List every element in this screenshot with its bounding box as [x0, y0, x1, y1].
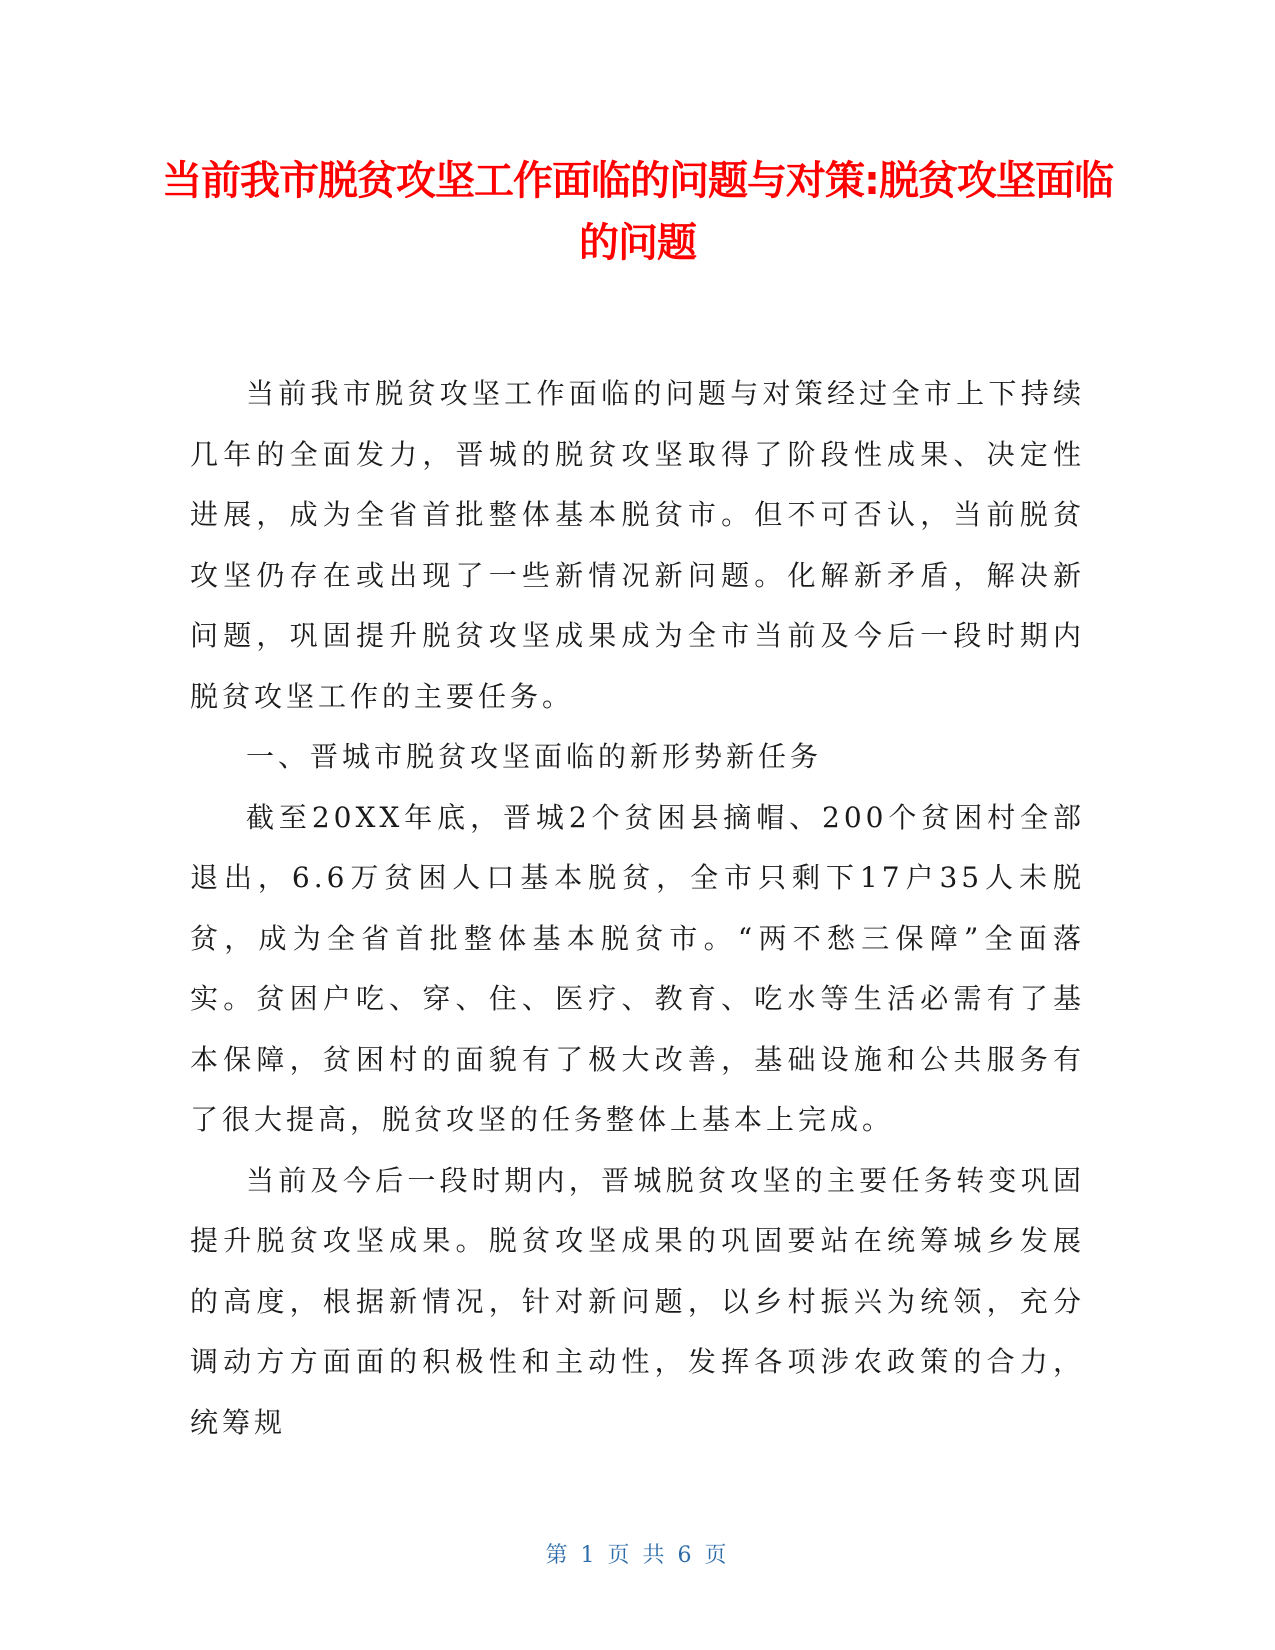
footer-prefix: 第 — [545, 1543, 571, 1568]
document-title: 当前我市脱贫攻坚工作面临的问题与对策:脱贫攻坚面临的问题 — [162, 158, 1113, 266]
footer-suffix: 页 — [704, 1543, 730, 1568]
document-body — [190, 364, 1085, 1453]
paragraph-progress: 截至20XX年底，晋城2个贫困县摘帽、200个贫困村全部退出，6.6万贫困人口基本脱贫，全市只剩下17户35人未脱贫，成为全省首批整体基本脱贫市。“两不愁三保障”全面落实。贫困户吃、穿、住、医疗、教育、吃水等生活必需有了基本保障，贫困村的面貌有了极大改善，基础设施和公共服务有了很大提高，脱贫攻坚的任务整体上基本上完成。 — [190, 800, 1085, 1136]
paragraph-tasks: 当前及今后一段时期内，晋城脱贫攻坚的主要任务转变巩固提升脱贫攻坚成果。脱贫攻坚成果的巩固要站在统筹城乡发展的高度，根据新情况，针对新问题，以乡村振兴为统领，充分调动方方面面的积极性和主动性，发挥各项涉农政策的合力，统筹规 — [190, 1163, 1085, 1439]
paragraph-intro: 当前我市脱贫攻坚工作面临的问题与对策经过全市上下持续几年的全面发力，晋城的脱贫攻坚取得了阶段性成果、决定性进展，成为全省首批整体基本脱贫市。但不可否认，当前脱贫攻坚仍存在或出现了一些新情况新问题。化解新矛盾，解决新问题，巩固提升脱贫攻坚成果成为全市当前及今后一段时期内脱贫攻坚工作的主要任务。 — [190, 377, 1085, 713]
footer-total-pages: 6 — [677, 1543, 695, 1568]
page-footer — [0, 1538, 1275, 1569]
footer-current-page: 1 — [580, 1543, 598, 1568]
footer-middle: 页 共 — [607, 1543, 668, 1568]
section-heading-1: 一、晋城市脱贫攻坚面临的新形势新任务 — [246, 740, 823, 773]
